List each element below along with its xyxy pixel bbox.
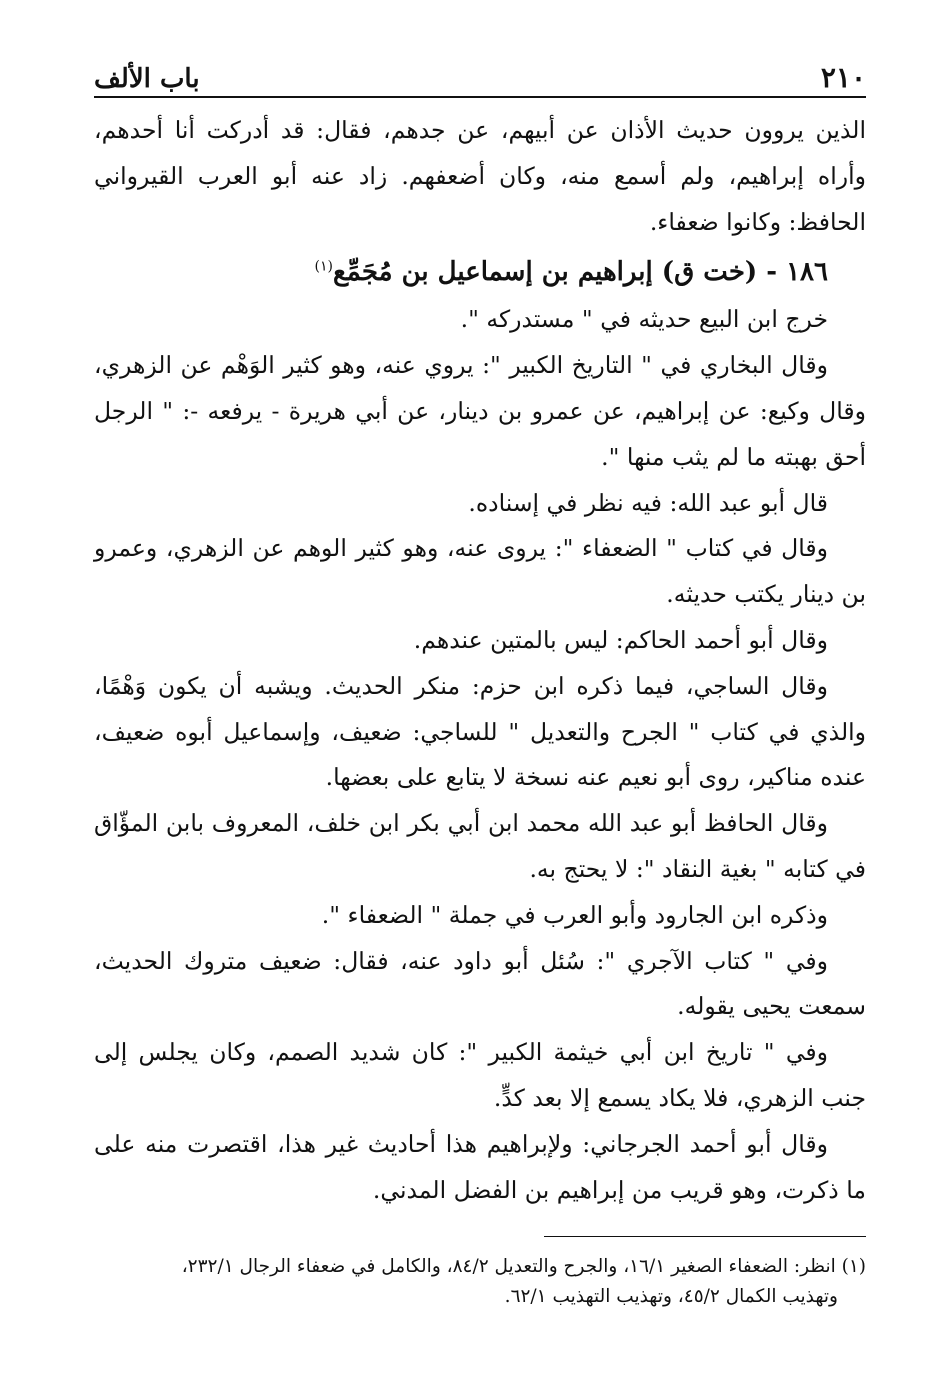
entry-title-text: ١٨٦ - (خت ق) إبراهيم بن إسماعيل بن مُجَمِّع [332,257,828,288]
paragraph: وقال أبو أحمد الجرجاني: ولإبراهيم هذا أحاديث غير هذا، اقتصرت منه على ما ذكرت، وهو قريب من إبراهيم بن الفضل المدني. [94,1129,866,1204]
footnote-divider [544,1236,866,1237]
footnote-line: (١) انظر: الضعفاء الصغير ١٦/١، والجرح والتعديل ٨٤/٢، والكامل في ضعفاء الرجال ٢٣٢/١، [181,1256,866,1277]
paragraph: وقال في كتاب " الضعفاء ": يروى عنه، وهو كثير الوهم عن الزهري، وعمرو بن دينار يكتب حديثه. [94,534,866,609]
paragraph-continuation: الذين يروون حديث الأذان عن أبيهم، عن جدهم، فقال: قد أدركت أنا أحدهم، وأراه إبراهيم، ولم أسمع منه، وكان أضعفهم. زاد عنه أبو العرب القيرواني الحافظ: وكانوا ضعفاء. [94,116,866,236]
paragraph: قال أبو عبد الله: فيه نظر في إسناده. [468,488,828,517]
page-header [94,56,866,98]
paragraph: وذكره ابن الجارود وأبو العرب في جملة " الضعفاء ". [321,900,828,929]
book-page [94,56,866,1307]
entry-heading [94,249,866,295]
page-number: ٢١٠ [820,61,866,94]
main-text [94,108,866,1213]
footnote-marker: (١) [314,258,333,275]
footnote-line: وتهذيب الكمال ٤٥/٢، وتهذيب التهذيب ٦٢/١. [504,1286,838,1307]
paragraph: وقال أبو أحمد الحاكم: ليس بالمتين عندهم. [413,625,828,654]
paragraph: خرج ابن البيع حديثه في " مستدركه ". [460,305,828,334]
paragraph: وقال البخاري في " التاريخ الكبير ": يروي عنه، وهو كثير الوَهْم عن الزهري، وقال وكيع: عن إبراهيم، عن عمرو بن دينار، عن أبي هريرة - يرفعه -: " الرجل أحق بهبته ما لم يثب منها ". [94,351,866,471]
chapter-title: باب الألف [94,64,200,94]
paragraph: وقال الحافظ أبو عبد الله محمد ابن أبي بكر ابن خلف، المعروف بابن المؤّاق في كتابه " بغية النقاد ": لا يحتج به. [94,809,866,883]
paragraph: وفي " كتاب الآجري ": سُئل أبو داود عنه، فقال: ضعيف متروك الحديث، سمعت يحيى يقوله. [94,946,866,1021]
paragraph: وقال الساجي، فيما ذكره ابن حزم: منكر الحديث. ويشبه أن يكون وَهْمًا، والذي في كتاب " الجرح والتعديل " للساجي: ضعيف، وإسماعيل أبوه ضعيف، عنده مناكير، روى أبو نعيم عنه نسخة لا يتابع على بعضها. [94,671,866,792]
footnote [94,1252,866,1312]
paragraph: وفي " تاريخ ابن أبي خيثمة الكبير ": كان شديد الصمم، وكان يجلس إلى جنب الزهري، فلا يكاد يسمع إلا بعد كدٍّ. [94,1038,866,1112]
